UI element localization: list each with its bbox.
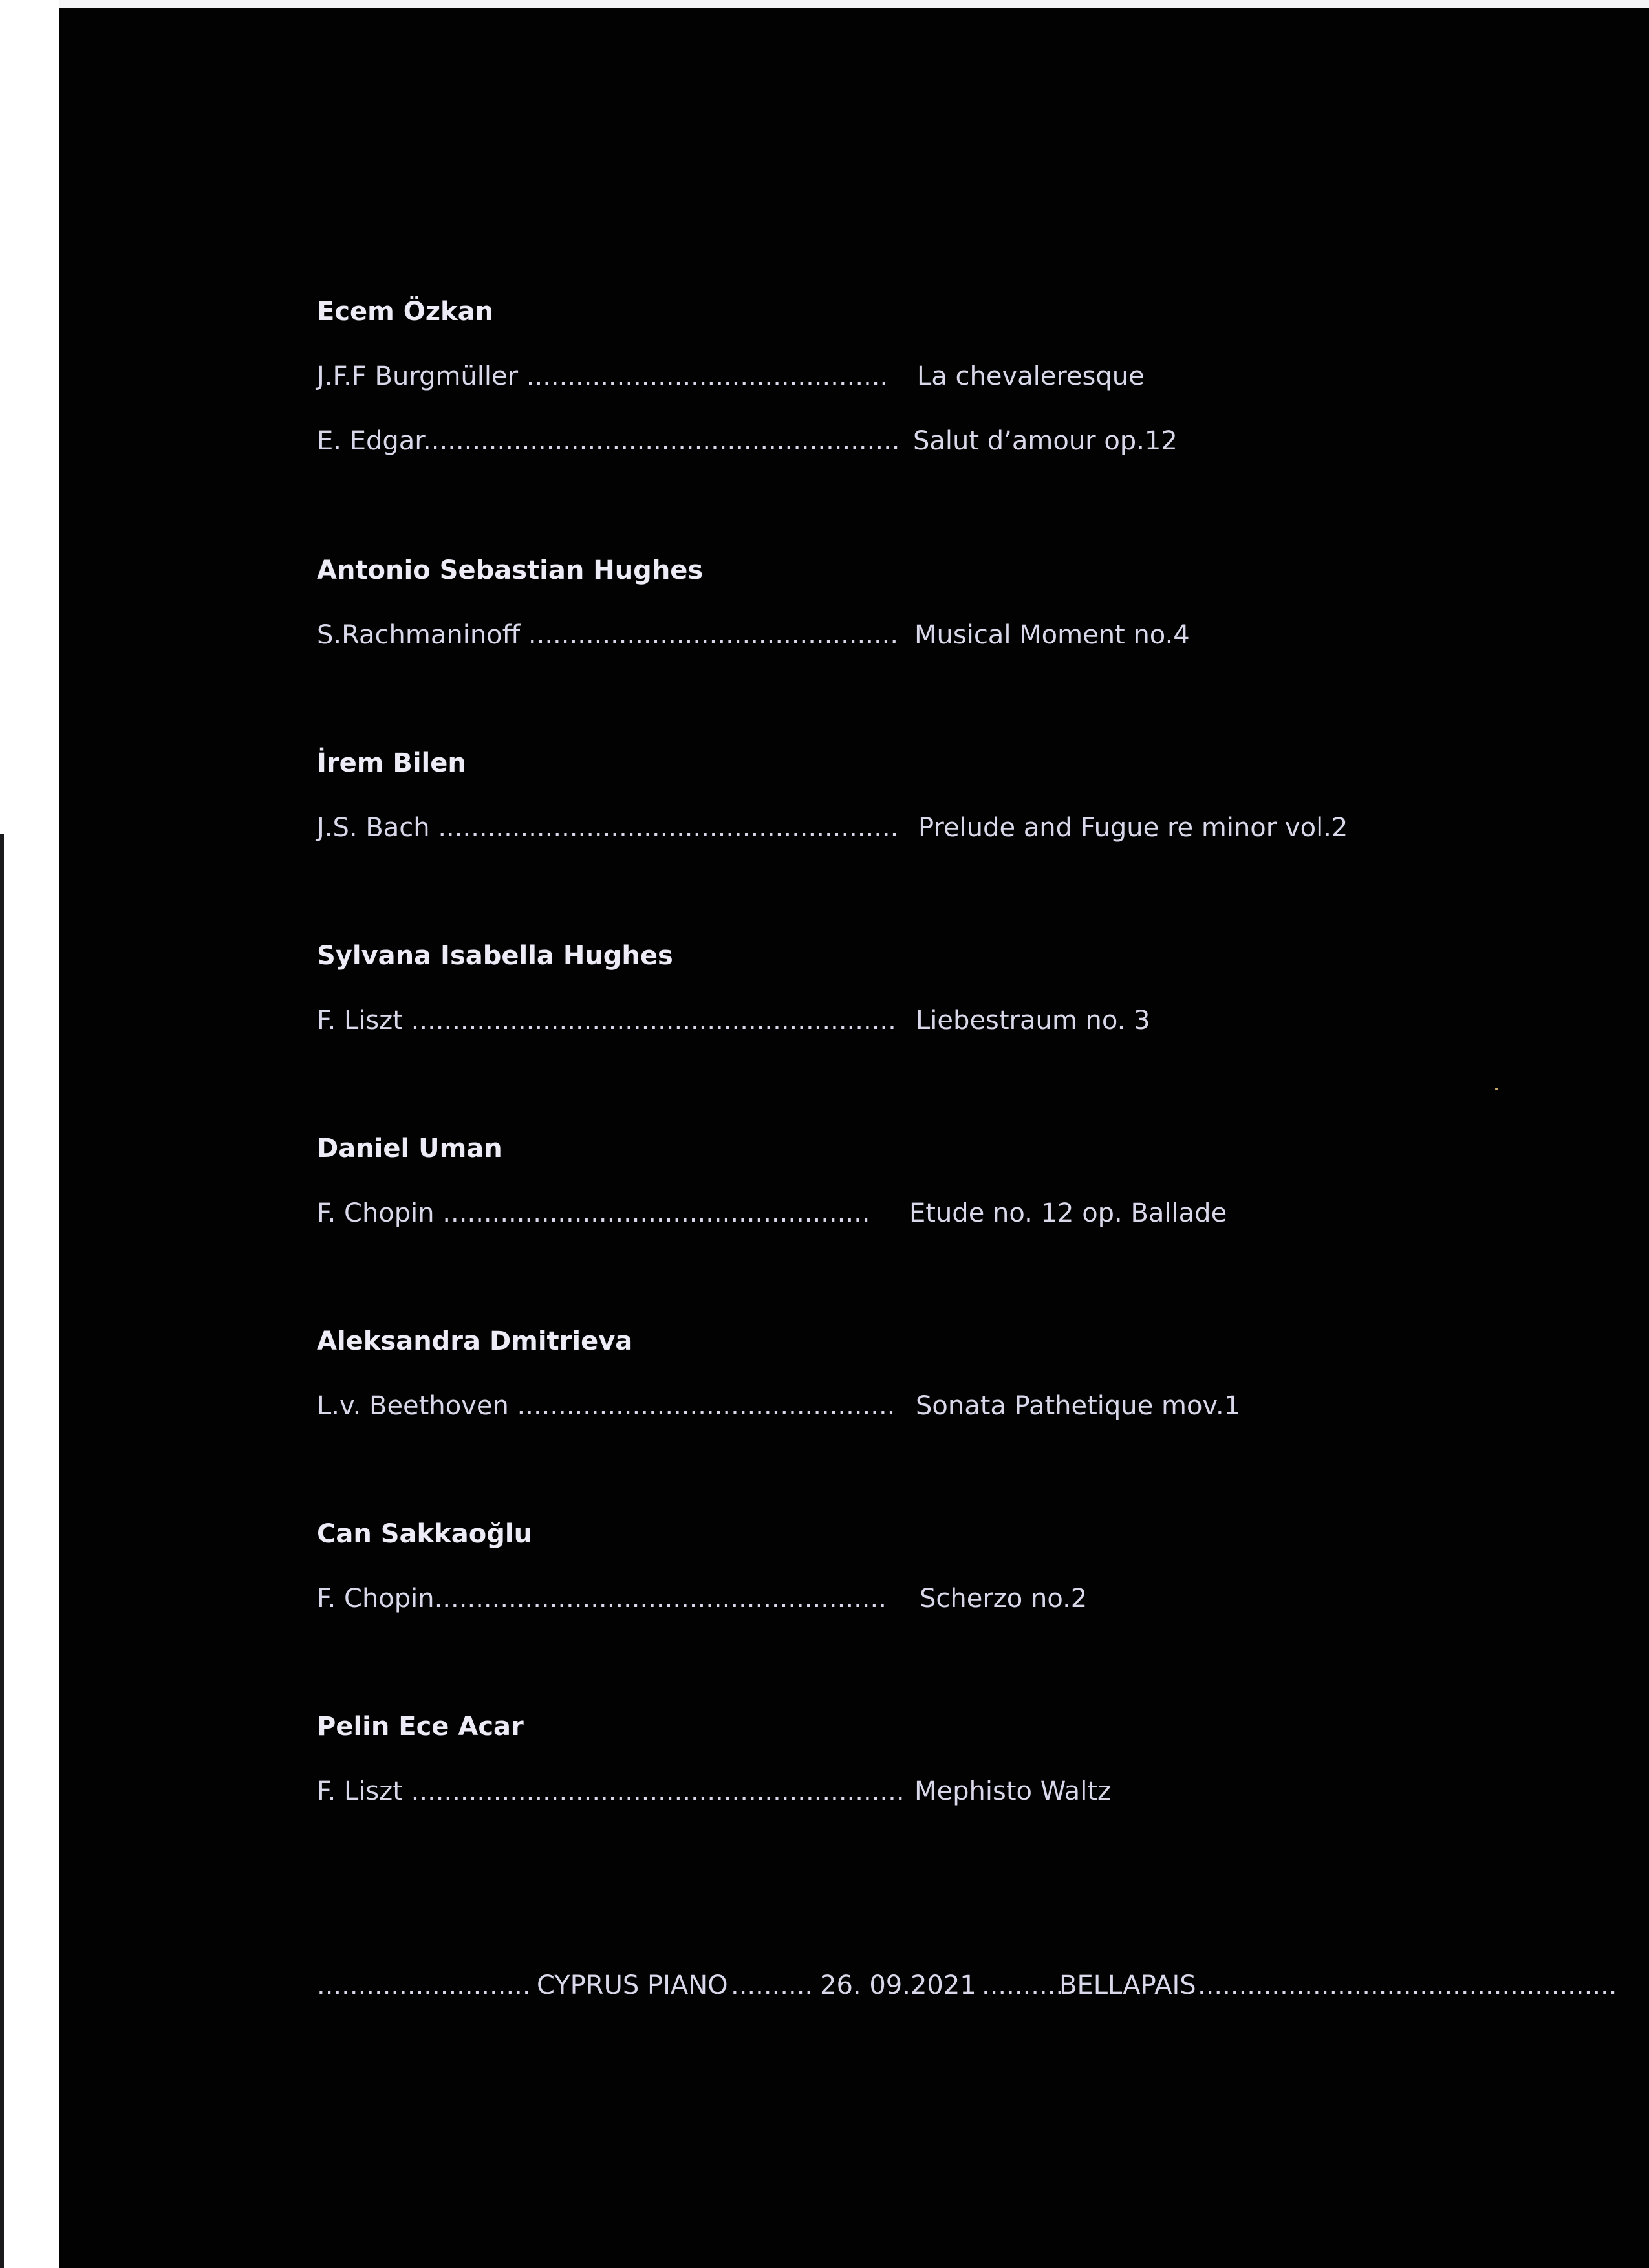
performer-name: Pelin Ece Acar xyxy=(317,1712,524,1742)
composer: F. Liszt ........................................................... xyxy=(317,1006,896,1035)
piece-title: Musical Moment no.4 xyxy=(914,620,1190,650)
scan-left-shadow xyxy=(0,834,4,2268)
composer: J.F.F Burgmüller ............................................ xyxy=(317,362,889,391)
composer: S.Rachmaninoff ............................................. xyxy=(317,620,899,650)
composer: F. Liszt ............................................................ xyxy=(317,1777,905,1806)
piece-row xyxy=(317,812,1546,843)
event-date: 26. 09.2021 xyxy=(820,1971,976,2000)
scan-speck xyxy=(1495,1088,1498,1090)
footer-trail-dots: ................................................... xyxy=(1198,1971,1617,2000)
performer-name: Antonio Sebastian Hughes xyxy=(317,556,704,585)
event-venue: BELLAPAIS xyxy=(1059,1971,1196,2000)
piece-row xyxy=(317,361,1546,392)
composer: E. Edgar.......................................................... xyxy=(317,426,900,456)
piece-row xyxy=(317,1583,1546,1614)
piece-title: Mephisto Waltz xyxy=(914,1777,1111,1806)
event-name: CYPRUS PIANO xyxy=(537,1971,728,2000)
event-footer xyxy=(317,1970,1617,2001)
footer-dots: .......... xyxy=(982,1971,1064,2000)
performer-name: Aleksandra Dmitrieva xyxy=(317,1326,633,1356)
performer-name: Can Sakkaoğlu xyxy=(317,1519,533,1549)
performer-name: İrem Bilen xyxy=(317,748,466,778)
piece-title: Sonata Pathetique mov.1 xyxy=(916,1391,1241,1421)
piece-row xyxy=(317,1198,1546,1229)
performer-name: Ecem Özkan xyxy=(317,297,494,327)
composer: F. Chopin .................................................... xyxy=(317,1198,870,1228)
performer-name: Sylvana Isabella Hughes xyxy=(317,941,673,971)
piece-row xyxy=(317,620,1546,651)
piece-row xyxy=(317,1005,1546,1036)
performer-name: Daniel Uman xyxy=(317,1134,502,1163)
piece-row xyxy=(317,1390,1546,1421)
piece-title: Liebestraum no. 3 xyxy=(916,1006,1150,1035)
piece-title: Etude no. 12 op. Ballade xyxy=(909,1198,1227,1228)
piece-row xyxy=(317,1776,1546,1807)
footer-dots: .......... xyxy=(731,1971,814,2000)
composer: F. Chopin....................................................... xyxy=(317,1584,887,1614)
footer-lead-dots: .......................... xyxy=(317,1971,531,2000)
program-page xyxy=(59,8,1649,2268)
piece-title: Salut d’amour op.12 xyxy=(913,426,1178,456)
scan-left-margin xyxy=(0,0,59,2268)
scan-top-edge xyxy=(59,0,1649,8)
composer: J.S. Bach ........................................................ xyxy=(317,813,899,843)
composer: L.v. Beethoven .............................................. xyxy=(317,1391,896,1421)
piece-title: Scherzo no.2 xyxy=(920,1584,1088,1614)
piece-title: Prelude and Fugue re minor vol.2 xyxy=(918,813,1348,843)
piece-title: La chevaleresque xyxy=(917,362,1145,391)
piece-row xyxy=(317,426,1546,457)
